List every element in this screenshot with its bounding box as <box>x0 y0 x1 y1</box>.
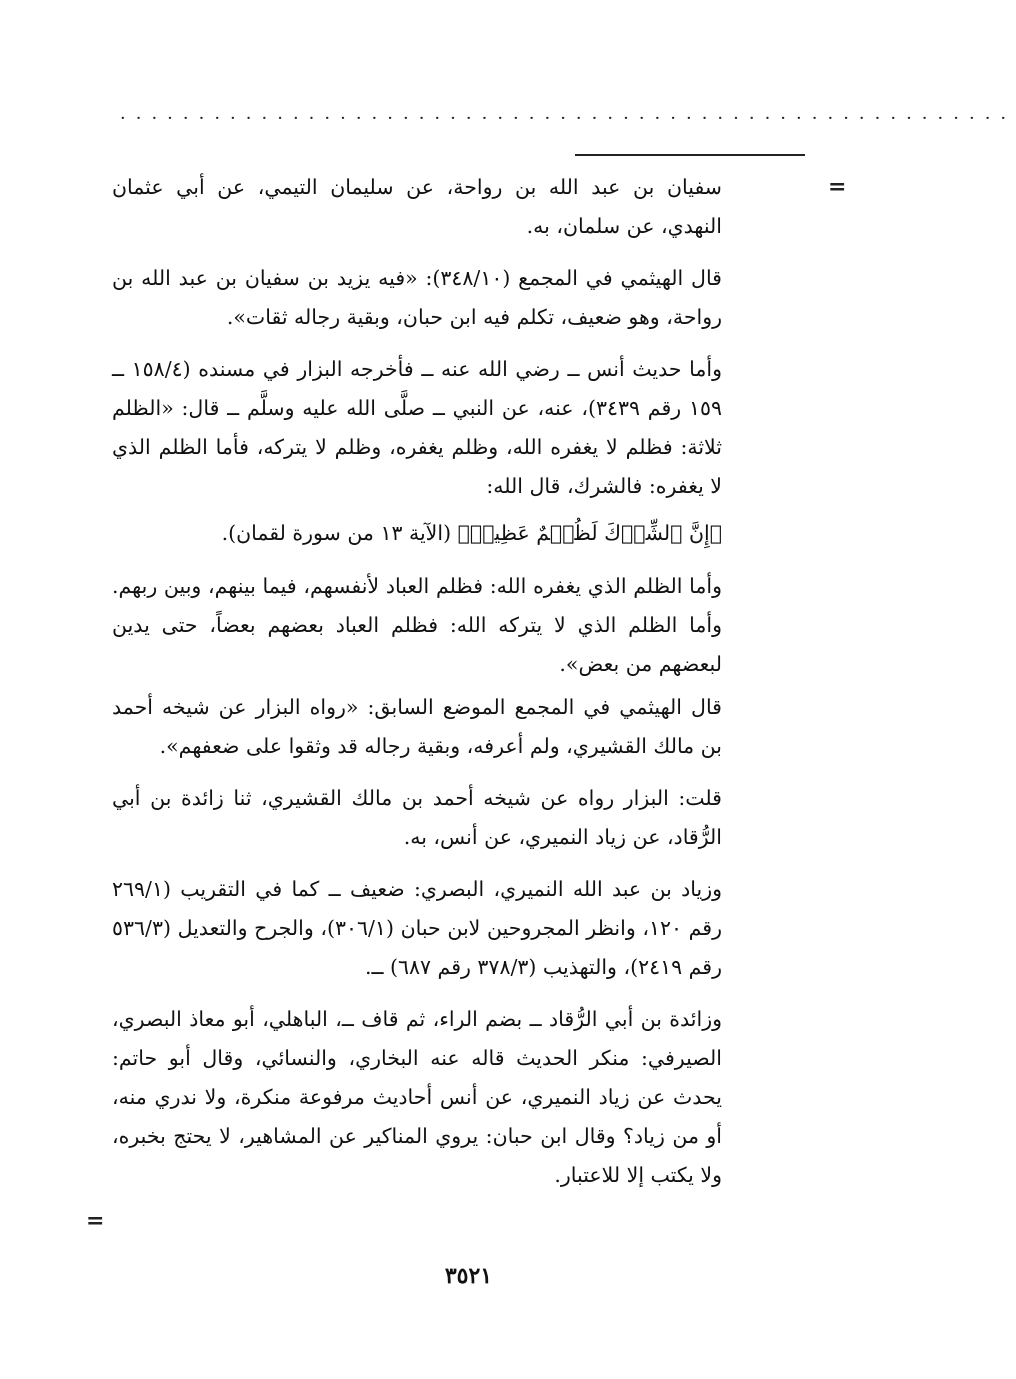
footnote-body <box>112 168 722 1208</box>
paragraph-6: قلت: البزار رواه عن شيخه أحمد بن مالك القشيري، ثنا زائدة بن أبي الرُّقاد، عن زياد النميري، عن أنس، به. <box>112 786 722 849</box>
continuation-mark-bottom: = <box>86 1208 105 1234</box>
paragraph-3: وأما حديث أنس ــ رضي الله عنه ــ فأخرجه البزار في مسنده (١٥٨/٤ ــ ١٥٩ رقم ٣٤٣٩)، عنه، عن النبي ــ صلَّى الله عليه وسلَّم ــ قال: «الظلم ثلاثة: فظلم لا يغفره الله، وظلم يغفره، وظلم لا يتركه، فأما الظلم الذي لا يغفره: فالشرك، قال الله: <box>112 357 722 498</box>
paragraph-8: وزائدة بن أبي الرُّقاد ــ بضم الراء، ثم قاف ــ، الباهلي، أبو معاذ البصري، الصيرفي: منكر الحديث قاله عنه البخاري، والنسائي، وقال أبو حاتم: يحدث عن زياد النميري، عن أنس أحاديث مرفوعة منكرة، ولا ندري منه، أو من زياد؟ وقال ابن حبان: يروي المناكير عن المشاهير، لا يحتج بخبره، ولا يكتب إلا للاعتبار. <box>112 1007 722 1187</box>
quran-verse: ﴿إِنَّ ٱلشِّرۡكَ لَظُلۡمٌ عَظِيمٞ﴾ <box>457 521 722 545</box>
footnote-separator-rule <box>575 154 805 156</box>
paragraph-1: سفيان بن عبد الله بن رواحة، عن سليمان التيمي، عن أبي عثمان النهدي، عن سلمان، به. <box>112 175 722 238</box>
header-dotted-line: ························································· <box>120 108 1016 129</box>
continuation-mark-top: = <box>828 174 847 200</box>
paragraph-2: قال الهيثمي في المجمع (٣٤٨/١٠): «فيه يزيد بن سفيان بن عبد الله بن رواحة، وهو ضعيف، تكلم فيه ابن حبان، وبقية رجاله ثقات». <box>112 266 722 329</box>
quran-reference: (الآية ١٣ من سورة لقمان). <box>221 521 452 545</box>
paragraph-7: وزياد بن عبد الله النميري، البصري: ضعيف ــ كما في التقريب (٢٦٩/١ رقم ١٢٠، وانظر المجروحين لابن حبان (٣٠٦/١)، والجرح والتعديل (٥٣٦/٣ رقم ٢٤١٩)، والتهذيب (٣٧٨/٣ رقم ٦٨٧) ــ. <box>112 877 723 979</box>
quran-verse-line <box>112 514 722 553</box>
paragraph-5: قال الهيثمي في المجمع الموضع السابق: «رواه البزار عن شيخه أحمد بن مالك القشيري، ولم أعرفه، وبقية رجاله قد وثقوا على ضعفهم». <box>112 695 722 758</box>
paragraph-4: وأما الظلم الذي يغفره الله: فظلم العباد لأنفسهم، فيما بينهم، وبين ربهم. وأما الظلم الذي لا يتركه الله: فظلم العباد بعضهم بعضاً، حتى يدين لبعضهم من بعض». <box>112 574 722 676</box>
page-number: ٣٥٢١ <box>444 1263 493 1289</box>
